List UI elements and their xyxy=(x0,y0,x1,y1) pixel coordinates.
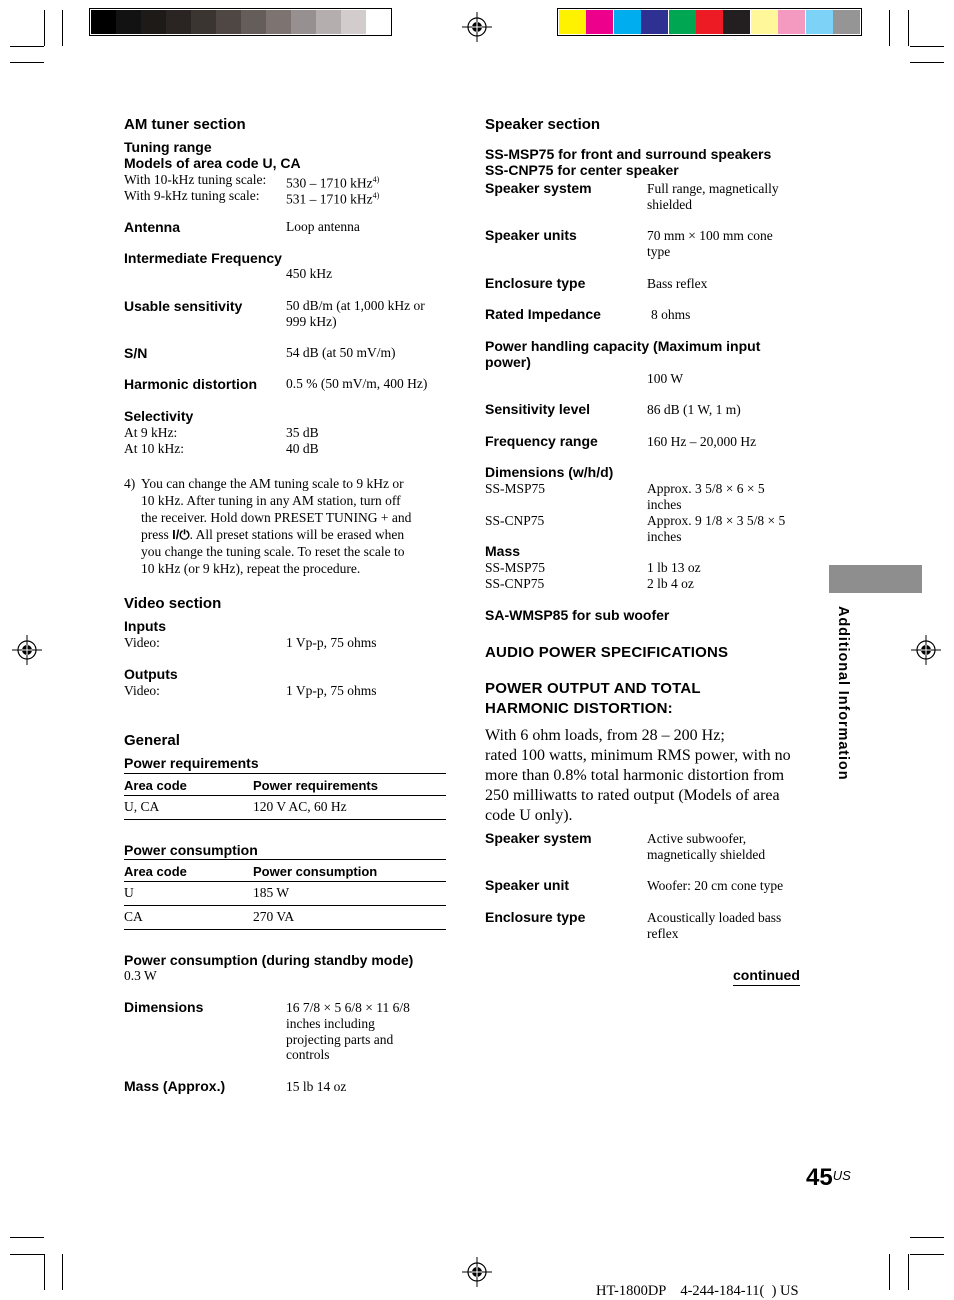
grayscale-swatch xyxy=(166,10,191,34)
power-consumption-table xyxy=(124,859,446,930)
grayscale-swatch xyxy=(266,10,291,34)
enclosure-type-value: Bass reflex xyxy=(647,276,708,291)
mass-cnp-label: SS-CNP75 xyxy=(485,576,545,591)
speaker-mass-label: Mass xyxy=(485,543,521,559)
table-cell: 270 VA xyxy=(253,906,446,930)
footnote-number: 4) xyxy=(124,476,136,491)
sensitivity-level-label: Sensitivity level xyxy=(485,401,591,417)
grayscale-swatch xyxy=(316,10,341,34)
usable-sensitivity-value-2: 999 kHz) xyxy=(286,314,337,329)
at10-label: At 10 kHz: xyxy=(124,441,184,456)
sub-speaker-system-value-2: magnetically shielded xyxy=(647,847,766,862)
harmonic-label: Harmonic distortion xyxy=(124,376,258,392)
color-swatch xyxy=(806,10,833,34)
color-swatch xyxy=(614,10,641,34)
if-label: Intermediate Frequency xyxy=(124,250,282,266)
table-cell: U xyxy=(124,882,253,906)
audio-body-line: code U only). xyxy=(485,807,573,824)
dimensions-label: Dimensions xyxy=(124,999,204,1015)
sub-speaker-unit-label: Speaker unit xyxy=(485,877,570,893)
inputs-video-value: 1 Vp-p, 75 ohms xyxy=(286,635,377,650)
crop-mark xyxy=(910,1237,944,1238)
inputs-video-label: Video: xyxy=(124,635,160,650)
speaker-system-label: Speaker system xyxy=(485,180,592,196)
at9-label: At 9 kHz: xyxy=(124,425,178,440)
crop-mark xyxy=(910,1254,944,1255)
sub-enclosure-type-value-1: Acoustically loaded bass xyxy=(647,910,782,925)
power-requirements-label: Power requirements xyxy=(124,755,259,771)
audio-body-line: 250 milliwatts to rated output (Models of area xyxy=(485,787,780,804)
frequency-range-label: Frequency range xyxy=(485,433,598,449)
table-header: Power requirements xyxy=(253,774,446,796)
selectivity-label: Selectivity xyxy=(124,408,194,424)
footer-model-code: HT-1800DP 4-244-184-11( ) US xyxy=(596,1283,799,1299)
table-row xyxy=(124,882,446,906)
table-header: Area code xyxy=(124,774,253,796)
grayscale-swatch xyxy=(91,10,116,34)
power-output-title-2: HARMONIC DISTORTION: xyxy=(485,700,673,717)
mass-value: 15 lb 14 oz xyxy=(286,1079,347,1094)
speaker-units-value-1: 70 mm × 100 mm cone xyxy=(647,228,773,243)
table-cell: U, CA xyxy=(124,796,253,820)
registration-mark-icon xyxy=(462,12,492,42)
speaker-system-value-2: shielded xyxy=(647,197,692,212)
color-swatch xyxy=(723,10,750,34)
color-swatch xyxy=(669,10,696,34)
mass-cnp-value: 2 lb 4 oz xyxy=(647,576,694,591)
crop-mark xyxy=(910,62,944,63)
dimensions-value-4: controls xyxy=(286,1047,330,1062)
table-header: Area code xyxy=(124,860,253,882)
crop-mark xyxy=(10,1254,44,1255)
grayscale-swatch xyxy=(241,10,266,34)
outputs-video-label: Video: xyxy=(124,683,160,698)
power-handling-label-2: power) xyxy=(485,354,531,370)
footnote-line: you change the tuning scale. To reset the scale to xyxy=(141,544,405,559)
rated-impedance-value: 8 ohms xyxy=(651,307,691,322)
continued-label: continued xyxy=(733,967,800,986)
crop-mark xyxy=(10,46,44,47)
antenna-label: Antenna xyxy=(124,219,180,235)
grayscale-swatch xyxy=(141,10,166,34)
table-cell: 185 W xyxy=(253,882,446,906)
tuning-range-label: Tuning range xyxy=(124,139,212,155)
at9-value: 35 dB xyxy=(286,425,319,440)
power-requirements-table xyxy=(124,773,446,820)
video-section-title: Video section xyxy=(124,595,222,612)
harmonic-value: 0.5 % (50 mV/m, 400 Hz) xyxy=(286,376,428,391)
grayscale-swatch xyxy=(216,10,241,34)
speaker-models-line-2: SS-CNP75 for center speaker xyxy=(485,162,679,178)
registration-mark-icon xyxy=(12,635,42,665)
table-row xyxy=(124,906,446,930)
audio-body-line: With 6 ohm loads, from 28 – 200 Hz; xyxy=(485,727,725,744)
grayscale-swatch xyxy=(191,10,216,34)
crop-mark xyxy=(889,1254,890,1290)
table-row xyxy=(124,796,446,820)
footnote-line: 10 kHz. After tuning in any AM station, turn off xyxy=(141,493,401,508)
usable-sensitivity-label: Usable sensitivity xyxy=(124,298,243,314)
crop-mark xyxy=(62,1254,63,1290)
color-swatch xyxy=(833,10,860,34)
mass-msp-value: 1 lb 13 oz xyxy=(647,560,701,575)
crop-mark xyxy=(908,1254,909,1290)
power-handling-value: 100 W xyxy=(647,371,684,386)
side-tab-bar xyxy=(829,565,922,593)
crop-mark xyxy=(44,10,45,46)
power-requirements-table-wrap xyxy=(124,773,446,820)
antenna-value: Loop antenna xyxy=(286,219,360,234)
power-symbol-icon: I/⏻ xyxy=(172,527,190,542)
color-swatch xyxy=(559,10,586,34)
dimensions-value-2: inches including xyxy=(286,1016,375,1031)
speaker-models-line-1: SS-MSP75 for front and surround speakers xyxy=(485,146,772,162)
sn-label: S/N xyxy=(124,345,148,361)
page-number-suffix: US xyxy=(832,1168,851,1183)
crop-mark xyxy=(889,10,890,46)
table-cell: 120 V AC, 60 Hz xyxy=(253,796,446,820)
dims-cnp-label: SS-CNP75 xyxy=(485,513,545,528)
sn-value: 54 dB (at 50 mV/m) xyxy=(286,345,396,360)
rated-impedance-label: Rated Impedance xyxy=(485,306,601,322)
mass-msp-label: SS-MSP75 xyxy=(485,560,546,575)
enclosure-type-label: Enclosure type xyxy=(485,275,586,291)
speaker-system-value-1: Full range, magnetically xyxy=(647,181,779,196)
table-cell: CA xyxy=(124,906,253,930)
scale9-value: 531 – 1710 kHz$^{4)}$ xyxy=(286,191,380,207)
scale9-label: With 9-kHz tuning scale: xyxy=(124,188,260,203)
crop-mark xyxy=(910,46,944,47)
power-consumption-label: Power consumption xyxy=(124,842,258,858)
mass-label: Mass (Approx.) xyxy=(124,1078,226,1094)
color-swatch xyxy=(778,10,805,34)
speaker-units-value-2: type xyxy=(647,244,671,259)
dims-msp-value-1: Approx. 3 5/8 × 6 × 5 xyxy=(647,481,765,496)
frequency-range-value: 160 Hz – 20,000 Hz xyxy=(647,434,757,449)
power-output-title-1: POWER OUTPUT AND TOTAL xyxy=(485,680,701,697)
outputs-video-value: 1 Vp-p, 75 ohms xyxy=(286,683,377,698)
footnote-line: press I/⏻. All preset stations will be erased when xyxy=(141,527,405,542)
standby-label: Power consumption (during standby mode) xyxy=(124,952,414,968)
registration-mark-icon xyxy=(462,1257,492,1287)
color-swatch xyxy=(696,10,723,34)
crop-mark xyxy=(10,62,44,63)
sensitivity-level-value: 86 dB (1 W, 1 m) xyxy=(647,402,741,417)
footnote-line: the receiver. Hold down PRESET TUNING + and xyxy=(141,510,412,525)
usable-sensitivity-value-1: 50 dB/m (at 1,000 kHz or xyxy=(286,298,425,313)
page-number xyxy=(806,1164,851,1192)
scale10-value: 530 – 1710 kHz$^{4)}$ xyxy=(286,175,380,191)
grayscale-swatch xyxy=(366,10,391,34)
sub-enclosure-type-label: Enclosure type xyxy=(485,909,586,925)
dims-msp-value-2: inches xyxy=(647,497,682,512)
dims-msp-label: SS-MSP75 xyxy=(485,481,546,496)
dims-cnp-value-2: inches xyxy=(647,529,682,544)
crop-mark xyxy=(908,10,909,46)
color-swatch xyxy=(751,10,778,34)
standby-value: 0.3 W xyxy=(124,968,157,983)
dims-cnp-value-1: Approx. 9 1/8 × 3 5/8 × 5 xyxy=(647,513,786,528)
crop-mark xyxy=(44,1254,45,1290)
sub-speaker-unit-value: Woofer: 20 cm cone type xyxy=(647,878,784,893)
power-consumption-table-wrap xyxy=(124,859,446,930)
if-value: 450 kHz xyxy=(286,266,333,281)
footnote-line: 10 kHz (or 9 kHz), repeat the procedure. xyxy=(141,561,361,576)
color-swatch xyxy=(586,10,613,34)
sub-speaker-system-label: Speaker system xyxy=(485,830,592,846)
grayscale-swatch xyxy=(291,10,316,34)
speaker-section-title: Speaker section xyxy=(485,116,601,133)
outputs-label: Outputs xyxy=(124,666,178,682)
registration-mark-icon xyxy=(911,635,941,665)
crop-mark xyxy=(62,10,63,46)
general-section-title: General xyxy=(124,732,180,749)
side-tab-text: Additional Information xyxy=(835,606,851,781)
grayscale-swatch xyxy=(116,10,141,34)
inputs-label: Inputs xyxy=(124,618,166,634)
audio-body-line: more than 0.8% total harmonic distortion from xyxy=(485,767,785,784)
crop-mark xyxy=(10,1237,44,1238)
page-number-value: 45 xyxy=(806,1164,833,1191)
models-area-label: Models of area code U, CA xyxy=(124,155,301,171)
at10-value: 40 dB xyxy=(286,441,319,456)
speaker-units-label: Speaker units xyxy=(485,227,577,243)
table-header: Power consumption xyxy=(253,860,446,882)
am-section-title: AM tuner section xyxy=(124,116,246,133)
color-swatch xyxy=(641,10,668,34)
dimensions-value-3: projecting parts and xyxy=(286,1032,394,1047)
speaker-dimensions-label: Dimensions (w/h/d) xyxy=(485,464,614,480)
sub-speaker-system-value-1: Active subwoofer, xyxy=(647,831,747,846)
power-handling-label-1: Power handling capacity (Maximum input xyxy=(485,338,761,354)
sub-enclosure-type-value-2: reflex xyxy=(647,926,679,941)
side-tab-label xyxy=(826,606,856,806)
dimensions-value-1: 16 7/8 × 5 6/8 × 11 6/8 xyxy=(286,1000,410,1015)
subwoofer-title: SA-WMSP85 for sub woofer xyxy=(485,607,670,623)
audio-power-title: AUDIO POWER SPECIFICATIONS xyxy=(485,644,729,661)
audio-body-line: rated 100 watts, minimum RMS power, with no xyxy=(485,747,791,764)
footnote-line: You can change the AM tuning scale to 9 kHz or xyxy=(141,476,404,491)
grayscale-swatch xyxy=(341,10,366,34)
scale10-label: With 10-kHz tuning scale: xyxy=(124,172,267,187)
